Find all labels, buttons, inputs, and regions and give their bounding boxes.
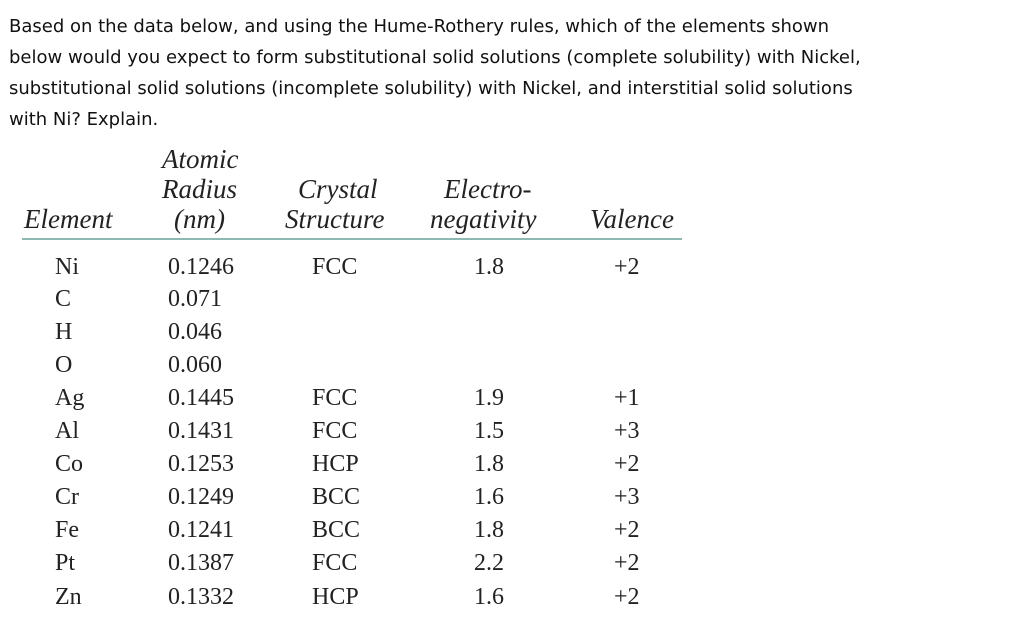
question-line: Based on the data below, and using the Hume-Rothery rules, which of the elements shown (9, 16, 830, 37)
cell-structure: HCP (312, 584, 359, 610)
cell-valence: +2 (614, 517, 640, 543)
cell-radius: 0.1249 (168, 484, 234, 510)
header-electronegativity-line: Electro- (444, 174, 532, 204)
cell-electronegativity: 1.8 (474, 451, 504, 477)
cell-radius: 0.1431 (168, 418, 234, 444)
header-radius-line: (nm) (174, 204, 225, 234)
cell-electronegativity: 1.8 (474, 517, 504, 543)
cell-electronegativity: 1.5 (474, 418, 504, 444)
header-atomic-radius (162, 144, 238, 234)
header-radius-line: Atomic (162, 144, 239, 174)
cell-structure: FCC (312, 254, 358, 280)
cell-element: Co (55, 451, 84, 477)
header-valence-line: Valence (590, 204, 674, 234)
cell-valence: +2 (614, 550, 640, 576)
table-row (0, 317, 1024, 350)
table-row (0, 383, 1024, 416)
cell-radius: 0.1332 (168, 584, 234, 610)
cell-radius: 0.1387 (168, 550, 234, 576)
cell-structure: FCC (312, 385, 358, 411)
header-divider (22, 238, 682, 240)
cell-element: Pt (55, 550, 76, 576)
cell-radius: 0.071 (168, 286, 222, 312)
cell-electronegativity: 1.6 (474, 484, 504, 510)
cell-radius: 0.046 (168, 319, 222, 345)
cell-element: Al (55, 418, 79, 444)
cell-element: Cr (55, 484, 79, 510)
cell-radius: 0.1241 (168, 517, 234, 543)
cell-structure: FCC (312, 550, 358, 576)
cell-element: Ag (55, 385, 85, 411)
header-valence (590, 204, 674, 234)
cell-electronegativity: 2.2 (474, 550, 504, 576)
cell-valence: +3 (614, 418, 640, 444)
cell-structure: BCC (312, 484, 361, 510)
cell-element: O (55, 352, 73, 378)
cell-electronegativity: 1.6 (474, 584, 504, 610)
table-row (0, 582, 1024, 615)
table-row (0, 482, 1024, 515)
header-element-line: Element (24, 204, 113, 234)
question-line: below would you expect to form substitutional solid solutions (complete solubility) with Nickel, (9, 47, 861, 68)
cell-valence: +3 (614, 484, 640, 510)
cell-valence: +2 (614, 254, 640, 280)
table-row (0, 252, 1024, 285)
cell-element: H (55, 319, 73, 345)
cell-element: C (55, 286, 72, 312)
header-electronegativity (430, 174, 536, 234)
header-crystal-structure (285, 174, 384, 234)
table-row (0, 515, 1024, 548)
cell-structure: HCP (312, 451, 359, 477)
table-row (0, 284, 1024, 317)
header-structure-line: Crystal (298, 174, 378, 204)
table-row (0, 548, 1024, 581)
cell-valence: +2 (614, 451, 640, 477)
cell-valence: +2 (614, 584, 640, 610)
question-line: with Ni? Explain. (9, 109, 159, 130)
cell-structure: BCC (312, 517, 361, 543)
cell-radius: 0.1445 (168, 385, 234, 411)
cell-structure: FCC (312, 418, 358, 444)
header-electronegativity-line: negativity (430, 204, 537, 234)
cell-element: Fe (55, 517, 79, 543)
question-line: substitutional solid solutions (incomplete solubility) with Nickel, and interstitial solid solutions (9, 78, 853, 99)
cell-radius: 0.1246 (168, 254, 234, 280)
cell-electronegativity: 1.9 (474, 385, 504, 411)
cell-element: Zn (55, 584, 82, 610)
table-row (0, 449, 1024, 482)
cell-electronegativity: 1.8 (474, 254, 504, 280)
table-row (0, 350, 1024, 383)
cell-radius: 0.1253 (168, 451, 234, 477)
header-element (24, 204, 112, 234)
table-row (0, 416, 1024, 449)
cell-valence: +1 (614, 385, 640, 411)
header-radius-line: Radius (162, 174, 238, 204)
cell-element: Ni (55, 254, 79, 280)
cell-radius: 0.060 (168, 352, 222, 378)
header-structure-line: Structure (285, 204, 385, 234)
